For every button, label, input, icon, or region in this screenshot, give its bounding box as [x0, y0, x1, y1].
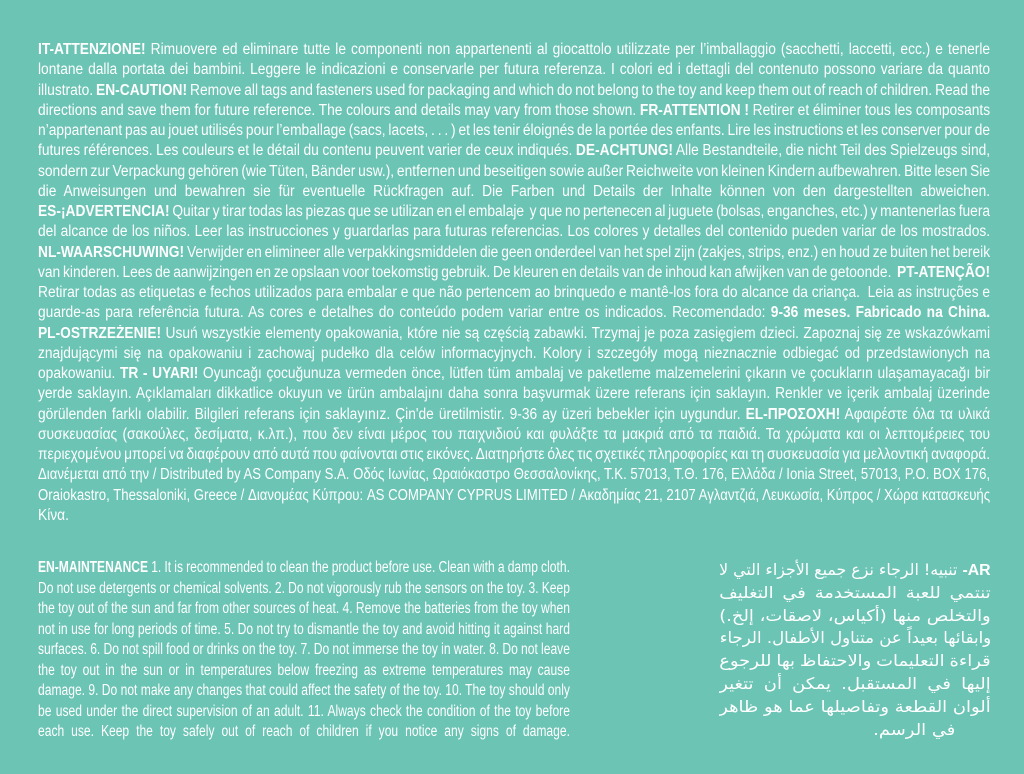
bold-heading: 9-36 meses. Fabricado na China.	[770, 304, 991, 322]
warning-line-text	[38, 405, 990, 425]
bold-heading: FR-ATTENTION !	[639, 101, 749, 119]
body-text: συσκευασίας (σακούλες, δεσίματα, κ.λπ.), που δεν είναι μέρος του παιχνιδιού και φυλάξτε τα μακριά από τα παιδιά. Τα χρώματα και οι λεπτομέρειες του	[38, 425, 991, 443]
warning-line-text	[38, 263, 990, 283]
body-text: illustrato.	[38, 81, 97, 99]
body-text: Quitar y tirar todas las piezas que se utilizan en el embalaje y que no pertenecen al juguete (bolsas, enganches, etc.) y mantenerlas fuera	[169, 203, 991, 220]
bold-heading: -AR	[962, 562, 991, 579]
warning-line	[38, 324, 992, 344]
body-text: في الرسم.	[872, 719, 955, 739]
maintenance-line	[38, 579, 571, 600]
arabic-warning-line-text	[720, 696, 991, 719]
maintenance-line	[38, 681, 571, 702]
warning-line	[38, 141, 992, 161]
warning-line-text	[38, 384, 990, 404]
warning-line	[38, 81, 992, 101]
warning-line-text	[38, 465, 990, 485]
arabic-warning-line-text	[720, 605, 991, 628]
body-text: znajdującymi się na opakowaniu i zachowaj pudełko dla celów informacyjnych. Kolory i szczegóły mogą nieznacznie odbiegać od przedstawionych na	[38, 344, 991, 362]
warning-line	[38, 486, 992, 506]
warning-line	[38, 364, 992, 384]
body-text: Oyuncağı çocuğunuza vermeden önce, lütfen tüm ambalaj ve paketleme malzemelerini çıkarın ve çocukların ulaşamayacağı bir	[198, 365, 991, 382]
warning-line-text	[38, 162, 990, 182]
arabic-warning-line-text	[720, 650, 991, 673]
arabic-warning-line-text	[720, 559, 991, 583]
warning-line-text	[38, 243, 990, 263]
body-text: surfaces. 6. Do not spill food or drinks on the toy. 7. Do not immerse the toy in water. 8. Do not leave	[38, 641, 570, 658]
warning-line	[38, 384, 992, 404]
body-text: تنبيه! الرجاء نزع جميع الأجزاء التي لا	[719, 560, 963, 579]
bold-heading: DE-ACHTUNG!	[575, 142, 674, 160]
warning-line	[38, 283, 992, 303]
body-text: وابقائها بعيداً عن متناول الأطفال. الرجاء	[719, 628, 991, 648]
warning-line	[38, 303, 992, 323]
body-text: görülenden farklı olabilir. Bilgileri referans için saklayınız. Çin'de üretilmistir. 9-36 ay üzeri bebekler için uygundur.	[38, 405, 746, 423]
maintenance-line-text	[38, 640, 570, 661]
maintenance-line	[38, 558, 571, 579]
body-text: lontane dalla portata dei bambini. Leggere le indicazioni e conservarle per futura referenza. I colori ed i dettagli del contenuto possono variare da quanto	[38, 61, 991, 79]
arabic-warning-line	[719, 582, 991, 605]
body-text: قراءة التعليمات والاحتفاظ بها للرجوع	[719, 651, 991, 671]
warning-line-text	[38, 344, 990, 364]
warning-line-text	[38, 182, 990, 202]
body-text: opakowaniu.	[38, 365, 120, 382]
body-text: تنتمي للعبة المستخدمة في التغليف	[719, 582, 991, 602]
warning-line-text	[38, 40, 990, 60]
warning-line	[38, 222, 992, 242]
body-text: Retirar todas as etiquetas e fechos utilizados para embalar e que não pertencem ao brinquedo e mantê-los fora do alcance da criança. Leia as instruções e	[38, 284, 991, 301]
arabic-warning-line-text	[873, 719, 955, 742]
warning-line-text	[38, 222, 990, 242]
maintenance-line-text	[38, 722, 570, 743]
maintenance-line-text	[38, 681, 570, 702]
body-text: directions and save them for future reference. The colours and details may vary from those shown.	[38, 101, 640, 119]
body-text: إليها في المستقبل. يمكن أن تتغير	[719, 673, 991, 693]
bold-heading: PT-ATENÇÃO!	[897, 263, 991, 281]
body-text: n’appartenant pas au jouet utilisés pour l’emballage (sacs, lacets, . . . ) et les tenir éloignés de la portée des enfants. Lire les instructions et les conserver pour de	[38, 122, 991, 139]
body-text: sondern zur Verpackung gehören (wie Tüten, Bänder usw.), entfernen und beseitigen sowie außer Reichweite von kleinen Kindern aufbewahren. Bitte lesen Sie	[38, 162, 991, 180]
arabic-warning-block	[719, 559, 991, 741]
bold-heading: EL-ΠΡΟΣΟΧΗ!	[745, 405, 841, 423]
warning-line	[38, 162, 992, 182]
warning-line	[38, 243, 992, 263]
warning-line	[38, 182, 992, 202]
warning-line	[38, 445, 992, 465]
maintenance-line-text	[38, 620, 570, 641]
maintenance-line	[38, 702, 571, 723]
warning-line	[38, 425, 992, 445]
body-text: 1. It is recommended to clean the product before use. Clean with a damp cloth.	[148, 559, 570, 576]
warning-line	[38, 506, 992, 526]
warning-line-text	[38, 141, 990, 161]
body-text: die Anweisungen und bewahren sie für eventuelle Rückfragen auf. Die Farben und Details der Inhalte können von den dargestellten abweichen.	[38, 182, 991, 200]
warning-line-text	[38, 81, 990, 101]
arabic-warning-line	[719, 627, 991, 650]
body-text: Verwijder en elimineer alle verpakkingsmiddelen die geen onderdeel van het spel zijn (zakjes, strips, enz.) en houd ze buiten het bereik	[184, 243, 991, 261]
maintenance-line	[38, 661, 571, 682]
maintenance-line-text	[38, 599, 570, 620]
body-text: Κίνα.	[38, 506, 69, 524]
warning-line	[38, 202, 992, 222]
body-text: not in use for long periods of time. 5. Do not try to dismantle the toy and avoid hitting it against hard	[38, 620, 570, 638]
arabic-warning-line	[719, 696, 991, 719]
warning-line-text	[38, 60, 990, 80]
maintenance-line-text	[38, 558, 570, 579]
body-text: Usuń wszystkie elementy opakowania, które nie są częścią zabawki. Trzymaj je poza zasięgiem dzieci. Zapoznaj się ze wskazówkami	[161, 324, 991, 342]
body-text: Rimuovere ed eliminare tutte le componenti non appartenenti al giocattolo utilizzate per l’imballaggio (sacchetti, laccetti, ecc.) e tenerle	[145, 41, 991, 58]
body-text: guarde-as para referência futura. As cores e detalhes do conteúdo podem variar entre os indicados. Recomendado:	[38, 304, 771, 322]
body-text: each use. Keep the toy safely out of reach of children if you notice any signs of damage.	[38, 723, 570, 740]
multilingual-warning-block	[38, 40, 992, 526]
warning-line	[38, 40, 992, 60]
warning-line-text	[38, 445, 990, 465]
maintenance-line-text	[38, 579, 570, 600]
warning-line-text	[38, 486, 990, 506]
body-text: del alcance de los niños. Leer las instrucciones y guardarlas para futuras referencias. Los colores y detalles del contenido pueden variar de los mostrados.	[38, 223, 991, 241]
warning-line-text	[38, 324, 990, 344]
body-text: Διανέμεται από την / Distributed by AS Company S.A. Οδός Ιωνίας, Ωραιόκαστρο Θεσσαλονίκης, Τ.Κ. 57013, Τ.Θ. 176, Ελλάδα / Ionia Street, 57013, P.O. BOX 176,	[38, 466, 991, 484]
warning-line	[38, 121, 992, 141]
warning-line	[38, 101, 992, 121]
body-text: Oraiokastro, Thessaloniki, Greece / Διανομέας Κύπρου: AS COMPANY CYPRUS LIMITED / Ακαδημίας 21, 2107 Αγλαντζιά, Λευκωσία, Κύπρος / Χώρα κατασκευής	[38, 486, 991, 504]
arabic-warning-line-text	[720, 627, 991, 650]
maintenance-line	[38, 640, 571, 661]
body-text: damage. 9. Do not make any changes that could affect the safety of the toy. 10. The toy should only	[38, 682, 570, 699]
arabic-warning-line	[719, 559, 991, 582]
warning-line-text	[38, 283, 990, 303]
body-text: the toy out in the sun or in temperatures below freezing as extreme temperatures may cause	[38, 661, 570, 679]
bold-heading: IT-ATTENZIONE!	[38, 41, 146, 58]
warning-line	[38, 60, 992, 80]
warning-line-text	[38, 506, 69, 526]
body-text: والتخلص منها (أكياس، لاصقات، إلخ.)	[719, 605, 991, 625]
warning-line	[38, 405, 992, 425]
warning-line	[38, 344, 992, 364]
warning-line-text	[38, 425, 990, 445]
body-text: Alle Bestandteile, die nicht Teil des Spielzeugs sind,	[673, 142, 991, 160]
body-text: van kinderen. Lees de aanwijzingen en ze opslaan voor toekomstig gebruik. De kleuren en details van de inhoud kan afwijken van de getoonde.	[38, 263, 898, 281]
arabic-warning-line-text	[720, 673, 991, 696]
warning-line-text	[38, 121, 990, 141]
body-text: futures références. Les couleurs et le détail du contenu peuvent varier de ceux indiqués.	[38, 142, 576, 160]
body-text: Retirer et éliminer tous les composants	[748, 101, 991, 119]
bold-heading: EN-CAUTION!	[96, 81, 188, 99]
body-text: be used under the direct supervision of an adult. 11. Always check the condition of the toy before	[38, 702, 570, 720]
warning-line	[38, 465, 992, 485]
body-text: περιεχομένου μπορεί να διαφέρουν από αυτά που φαίνονται στις εικόνες. Διατηρήστε όλες τις σχετικές πληροφορίες και τη συσκευασία για μελλοντική αναφορά.	[38, 446, 991, 463]
arabic-warning-line-text	[720, 582, 991, 605]
maintenance-line-text	[38, 702, 570, 723]
arabic-warning-line	[719, 605, 991, 628]
warning-line-text	[38, 364, 990, 384]
warning-line-text	[38, 101, 990, 121]
maintenance-instructions-block	[38, 558, 571, 743]
body-text: Do not use detergents or chemical solvents. 2. Do not vigorously rub the sensors on the toy. 3. Keep	[38, 579, 570, 597]
arabic-warning-line	[719, 719, 991, 742]
warning-line-text	[38, 202, 990, 222]
body-text: yerde saklayın. Açıklamaları dikkatlice okuyun ve ürün ambalajını daha sonra başvurmak üzere referans için saklayın. Renkler ve içerik ambalaj üzerinde	[38, 385, 991, 403]
maintenance-line-text	[38, 661, 570, 682]
bold-heading: TR - UYARI!	[119, 365, 199, 382]
arabic-warning-line	[719, 673, 991, 696]
bold-heading: ES-¡ADVERTENCIA!	[38, 203, 170, 220]
maintenance-line	[38, 599, 571, 620]
warning-line	[38, 263, 992, 283]
bold-heading: PL-OSTRZEŻENIE!	[38, 324, 162, 342]
arabic-warning-line	[719, 650, 991, 673]
warning-line-text	[38, 303, 990, 323]
body-text: the toy out of the sun and far from other sources of heat. 4. Remove the batteries from the toy when	[38, 600, 570, 617]
maintenance-line	[38, 620, 571, 641]
body-text: ألوان القطعة وتفاصيلها عما هو ظاهر	[719, 696, 991, 716]
body-text: Remove all tags and fasteners used for packaging and which do not belong to the toy and keep them out of reach of children. Read the	[187, 81, 991, 99]
bold-heading: EN-MAINTENANCE	[38, 559, 149, 576]
body-text: Αφαιρέστε όλα τα υλικά	[840, 405, 991, 423]
maintenance-line	[38, 722, 571, 743]
bold-heading: NL-WAARSCHUWING!	[38, 243, 185, 261]
